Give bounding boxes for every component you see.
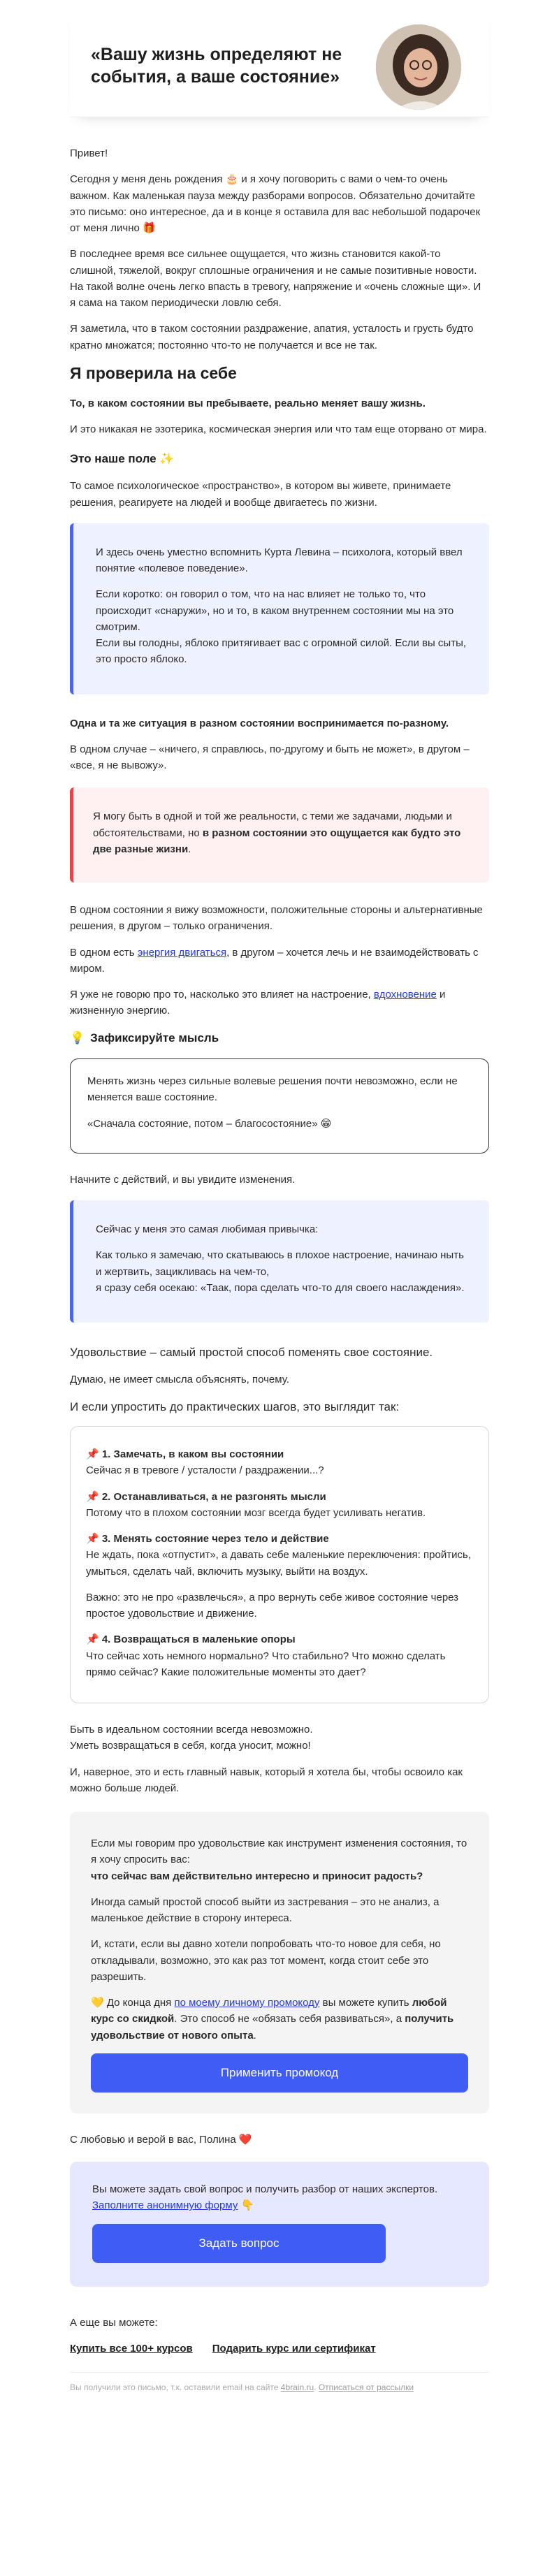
section-heading-checked: Я проверила на себе xyxy=(70,363,237,382)
pleasure-p2: И если упростить до практических шагов, это выглядит так: xyxy=(70,1399,400,1413)
after-steps-p1: Быть в идеальном состоянии всегда невозможно. Уметь возвращаться в себя, когда уносит, можно! xyxy=(70,1724,313,1752)
pleasure-p1: Думаю, не имеет смысла объяснять, почему. xyxy=(70,1374,289,1386)
apply-promo-button[interactable]: Применить промокод xyxy=(91,2053,468,2093)
tip-heading: 💡 Зафиксируйте мысль xyxy=(70,1029,489,1047)
ask-question-button[interactable]: Задать вопрос xyxy=(92,2224,386,2263)
intro-paragraph-3: Я заметила, что в таком состоянии раздражение, апатия, усталость и грусть будто кратно множатся; постоянно что-то не получается и все не так. xyxy=(70,323,474,351)
step-2: 📌 2. Останавливаться, а не разгонять мысли Потому что в плохом состоянии мозг всегда будет усиливать негатив. xyxy=(86,1490,426,1519)
tip-p2: «Сначала состояние, потом – благосостояние» 😁 xyxy=(87,1117,332,1130)
habit-callout xyxy=(70,1200,489,1323)
buy-all-courses-link[interactable]: Купить все 100+ курсов xyxy=(70,2342,193,2355)
after-steps-p2: И, наверное, это и есть главный навык, который я хотела бы, чтобы освоило как можно больше людей. xyxy=(70,1766,463,1794)
after-red-p2: В одном есть энергия двигаться, в другом – хочется лечь и не взаимодействовать с миром. xyxy=(70,946,479,975)
point-down-icon: 👇 xyxy=(238,2199,254,2212)
lightbulb-icon: 💡 xyxy=(70,1031,85,1045)
promo-code-link[interactable]: по моему личному промокоду xyxy=(174,1997,320,2009)
promo-p4: 💛 До конца дня по моему личному промокоду вы можете купить любой курс со скидкой. Это способ не «обязать себя развиваться», а получить удовольствие от нового опыта. xyxy=(91,1997,454,2042)
email-body xyxy=(0,124,559,2415)
promo-p3: И, кстати, если вы давно хотели попробовать что-то новое для себя, но откладывали, возможно, это как раз тот момент, когда стоит себе это разрешить. xyxy=(91,1938,441,1983)
inspiration-link[interactable]: вдохновение xyxy=(373,989,437,1001)
unsubscribe-link[interactable]: Отписаться от рассылки xyxy=(318,2382,414,2393)
author-avatar xyxy=(374,22,463,112)
after-red-p1: В одном состоянии я вижу возможности, положительные стороны и альтернативные решения, в другом – только ограничения. xyxy=(70,904,483,933)
ask-text: Вы можете задать свой вопрос и получить разбор от наших экспертов. xyxy=(92,2183,438,2196)
field-text: То самое психологическое «пространство», в котором вы живете, принимаете решения, реагируете на людей и вообще двигаетесь по жизни. xyxy=(70,480,451,509)
after-red-p3: Я уже не говорю про то, насколько это влияет на настроение, вдохновение и жизненную энергию. xyxy=(70,989,446,1017)
tip-box xyxy=(70,1058,489,1154)
intro-paragraph-2: В последнее время все сильнее ощущается, что жизнь становится какой-то слишной, тяжелой, вокруг сплошные ограничения и не самые позитивные новости. На такой волне очень легко впасть в тревогу, напряжение и «очень сложные щи». И я сама на таком периодически ловлю себя. xyxy=(70,248,481,309)
steps-box xyxy=(70,1426,489,1703)
checked-bold-line: То, в каком состоянии вы пребываете, реально меняет вашу жизнь. xyxy=(70,397,426,409)
also-label: А еще вы можете: xyxy=(70,2316,158,2329)
pleasure-lead: Удовольствие – самый простой способ поменять свое состояние. xyxy=(70,1346,433,1360)
signature: С любовью и верой в вас, Полина ❤️ xyxy=(70,2133,252,2146)
email-header xyxy=(0,0,559,124)
lewin-p2: Если коротко: он говорил о том, что на нас влияет не только то, что происходит «снаружи», но и то, в каком внутреннем состоянии мы на это смотрим. xyxy=(96,588,454,633)
habit-p1: Сейчас у меня это самая любимая привычка: xyxy=(96,1223,319,1236)
footer-note: Вы получили это письмо, т.к. оставили email на сайте 4brain.ru. Отписаться от рассылки xyxy=(70,2372,489,2415)
lewin-p1: И здесь очень уместно вспомнить Курта Левина – психолога, который ввел понятие «полевое поведение». xyxy=(96,546,463,575)
greeting: Привет! xyxy=(70,147,108,159)
start-line: Начните с действий, и вы увидите изменения. xyxy=(70,1173,296,1186)
promo-p1: Если мы говорим про удовольствие как инструмент изменения состояния, то я хочу спросить вас: что сейчас вам действительно интересно и приносит радость? xyxy=(91,1838,467,1882)
step-3-note: Важно: это не про «развлечься», а про вернуть себе живое состояние через простое удовольствие и движение. xyxy=(86,1591,459,1620)
energy-link[interactable]: энергия двигаться xyxy=(137,946,227,959)
promo-p2: Иногда самый простой способ выйти из застревания – это не анализ, а маленькое действие в сторону интереса. xyxy=(91,1895,440,1925)
footer-links xyxy=(70,2341,489,2357)
anonymous-form-link[interactable]: Заполните анонимную форму xyxy=(92,2199,238,2212)
tip-p1: Менять жизнь через сильные волевые решения почти невозможно, если не меняется ваше состояние. xyxy=(87,1075,458,1104)
habit-p3: я сразу себя осекаю: «Таак, пора сделать что-то для своего наслаждения». xyxy=(96,1281,465,1294)
two-lives-callout xyxy=(70,787,489,882)
ask-question-box xyxy=(70,2162,489,2287)
cake-icon: 🎂 xyxy=(225,173,239,186)
lewin-p3: Если вы голодны, яблоко притягивает вас с огромной силой. Если вы сыты, это просто яблоко. xyxy=(96,637,467,666)
section-heading-field: Это наше поле ✨ xyxy=(70,452,175,466)
gift-course-link[interactable]: Подарить курс или сертификат xyxy=(212,2342,376,2355)
intro-paragraph-1: Сегодня у меня день рождения 🎂 и я хочу поговорить с вами о чем-то очень важном. Как маленькая пауза между разборами вопросов. Обязательно дочитайте это письмо: оно интересное, да и в конце я оставила для вас небольшой подарочек от меня лично 🎁 xyxy=(70,173,481,234)
step-4: 📌 4. Возвращаться в маленькие опоры Что сейчас хоть немного нормально? Что стабильно? Что можно сделать прямо сейчас? Какие положительные моменты это дает? xyxy=(86,1633,446,1678)
situation-bold: Одна и та же ситуация в разном состоянии воспринимается по-разному. xyxy=(70,717,449,729)
site-link[interactable]: 4brain.ru xyxy=(280,2382,314,2393)
two-lives-text: Я могу быть в одной и той же реальности, с теми же задачами, людьми и обстоятельствами, но в разном состоянии это ощущается как будто это две разные жизни. xyxy=(93,810,461,855)
promo-box xyxy=(70,1812,489,2113)
header-title: «Вашу жизнь определяют не события, а ваше состояние» xyxy=(91,45,342,87)
habit-p2: Как только я замечаю, что скатываюсь в плохое настроение, начинаю ныть и жертвить, зацикливась на чем-то, xyxy=(96,1249,464,1278)
situation-text: В одном случае – «ничего, я справлюсь, по-другому и быть не может», в другом – «все, я не вывожу». xyxy=(70,743,470,772)
checked-line: И это никакая не эзотерика, космическая энергия или что там еще оторвано от мира. xyxy=(70,423,487,435)
ask-link-line xyxy=(92,2197,467,2213)
gift-icon: 🎁 xyxy=(143,221,156,234)
step-1: 📌 1. Замечать, в каком вы состоянии Сейчас я в тревоге / усталости / раздражении...? xyxy=(86,1448,324,1477)
step-3: 📌 3. Менять состояние через тело и действие Не ждать, пока «отпустит», а давать себе маленькие переключения: пройтись, умыться, сделать чай, включить музыку, выйти на воздух. xyxy=(86,1533,471,1578)
lewin-callout xyxy=(70,523,489,694)
